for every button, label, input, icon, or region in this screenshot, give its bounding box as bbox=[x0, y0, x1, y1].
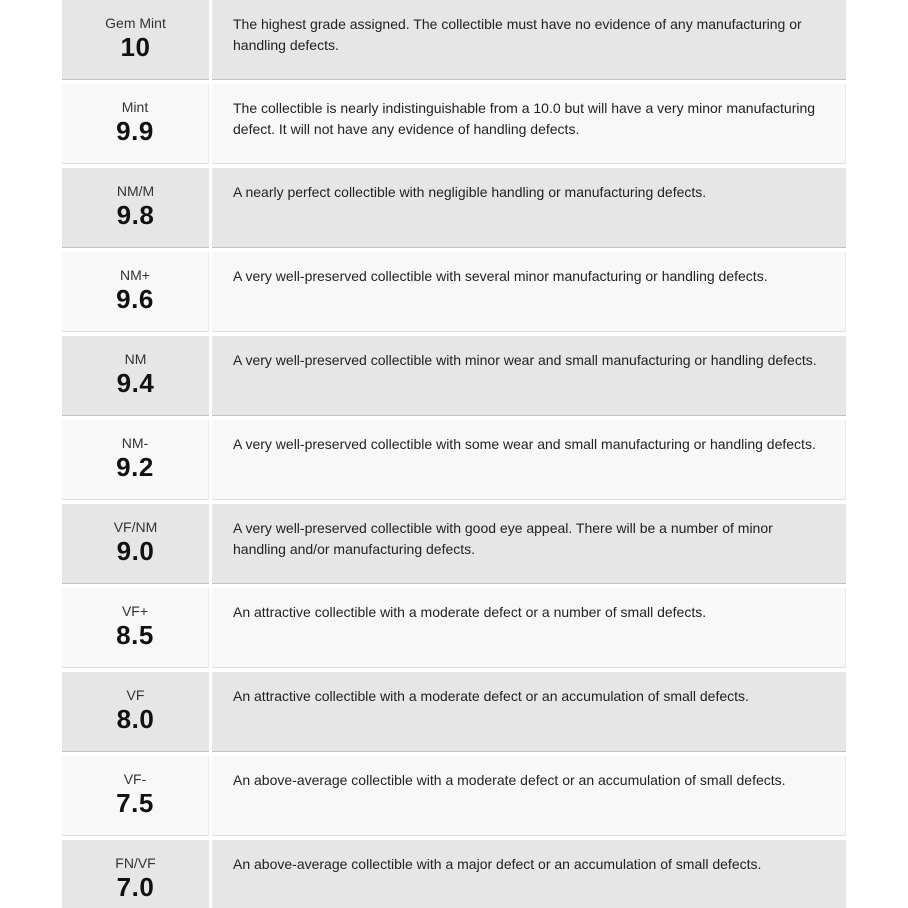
grade-value: 9.2 bbox=[116, 452, 154, 482]
grade-cell bbox=[62, 336, 209, 416]
grade-row bbox=[62, 168, 846, 248]
grading-scale-table bbox=[62, 0, 846, 908]
grade-label: VF+ bbox=[121, 603, 149, 619]
grade-row bbox=[62, 588, 846, 668]
description-text: An above-average collectible with a major defect or an accumulation of small defects. bbox=[233, 856, 762, 872]
grade-cell bbox=[62, 588, 209, 668]
grade-cell bbox=[62, 756, 209, 836]
grade-value: 9.0 bbox=[116, 536, 155, 566]
description-cell bbox=[212, 336, 846, 416]
grade-label: VF/NM bbox=[113, 519, 158, 535]
description-cell bbox=[212, 588, 846, 668]
grade-row bbox=[62, 0, 846, 80]
grade-row bbox=[62, 336, 846, 416]
grade-label: Mint bbox=[121, 99, 149, 115]
grade-label: NM- bbox=[121, 435, 149, 451]
grade-label: NM+ bbox=[120, 267, 150, 283]
description-cell bbox=[212, 672, 846, 752]
grade-cell bbox=[62, 168, 209, 248]
grade-row bbox=[62, 756, 846, 836]
description-text: The collectible is nearly indistinguishable from a 10.0 but will have a very minor manufacturing defect. It will not have any evidence of handling defects. bbox=[233, 100, 816, 137]
grade-value: 8.0 bbox=[116, 704, 155, 734]
description-cell bbox=[212, 0, 846, 80]
description-cell bbox=[212, 84, 846, 164]
description-text: An above-average collectible with a moderate defect or an accumulation of small defects. bbox=[233, 772, 786, 788]
grade-cell bbox=[62, 84, 209, 164]
grade-label: NM bbox=[124, 351, 147, 367]
grade-cell bbox=[62, 252, 209, 332]
grade-cell bbox=[62, 0, 209, 80]
grade-label: VF bbox=[126, 687, 145, 703]
grade-row bbox=[62, 420, 846, 500]
description-text: The highest grade assigned. The collectible must have no evidence of any manufacturing or handling defects. bbox=[233, 16, 802, 53]
description-cell bbox=[212, 756, 846, 836]
grade-row bbox=[62, 840, 846, 908]
grade-value: 7.0 bbox=[116, 872, 155, 902]
description-cell bbox=[212, 504, 846, 584]
description-text: An attractive collectible with a moderate defect or a number of small defects. bbox=[233, 604, 707, 620]
grade-row bbox=[62, 504, 846, 584]
description-text: A very well-preserved collectible with some wear and small manufacturing or handling defects. bbox=[233, 436, 816, 452]
grade-label: NM/M bbox=[116, 183, 155, 199]
grade-cell bbox=[62, 672, 209, 752]
grade-cell bbox=[62, 420, 209, 500]
grade-value: 9.9 bbox=[116, 116, 154, 146]
description-text: A nearly perfect collectible with negligible handling or manufacturing defects. bbox=[233, 184, 707, 200]
grade-row bbox=[62, 672, 846, 752]
description-text: A very well-preserved collectible with several minor manufacturing or handling defects. bbox=[233, 268, 768, 284]
grade-value: 9.4 bbox=[116, 368, 155, 398]
description-cell bbox=[212, 168, 846, 248]
grade-cell bbox=[62, 504, 209, 584]
description-cell bbox=[212, 420, 846, 500]
grade-label: Gem Mint bbox=[105, 15, 166, 31]
grade-value: 9.8 bbox=[116, 200, 155, 230]
grade-value: 9.6 bbox=[116, 284, 154, 314]
grade-label: FN/VF bbox=[115, 855, 156, 871]
description-text: An attractive collectible with a moderate defect or an accumulation of small defects. bbox=[233, 688, 749, 704]
grade-label: VF- bbox=[123, 771, 147, 787]
grade-value: 7.5 bbox=[116, 788, 154, 818]
grade-value: 10 bbox=[120, 32, 151, 62]
grade-row bbox=[62, 84, 846, 164]
grade-row bbox=[62, 252, 846, 332]
description-cell bbox=[212, 840, 846, 908]
description-cell bbox=[212, 252, 846, 332]
description-text: A very well-preserved collectible with minor wear and small manufacturing or handling defects. bbox=[233, 352, 817, 368]
grade-cell bbox=[62, 840, 209, 908]
description-text: A very well-preserved collectible with good eye appeal. There will be a number of minor handling and/or manufacturing defects. bbox=[233, 520, 773, 557]
grade-value: 8.5 bbox=[116, 620, 154, 650]
